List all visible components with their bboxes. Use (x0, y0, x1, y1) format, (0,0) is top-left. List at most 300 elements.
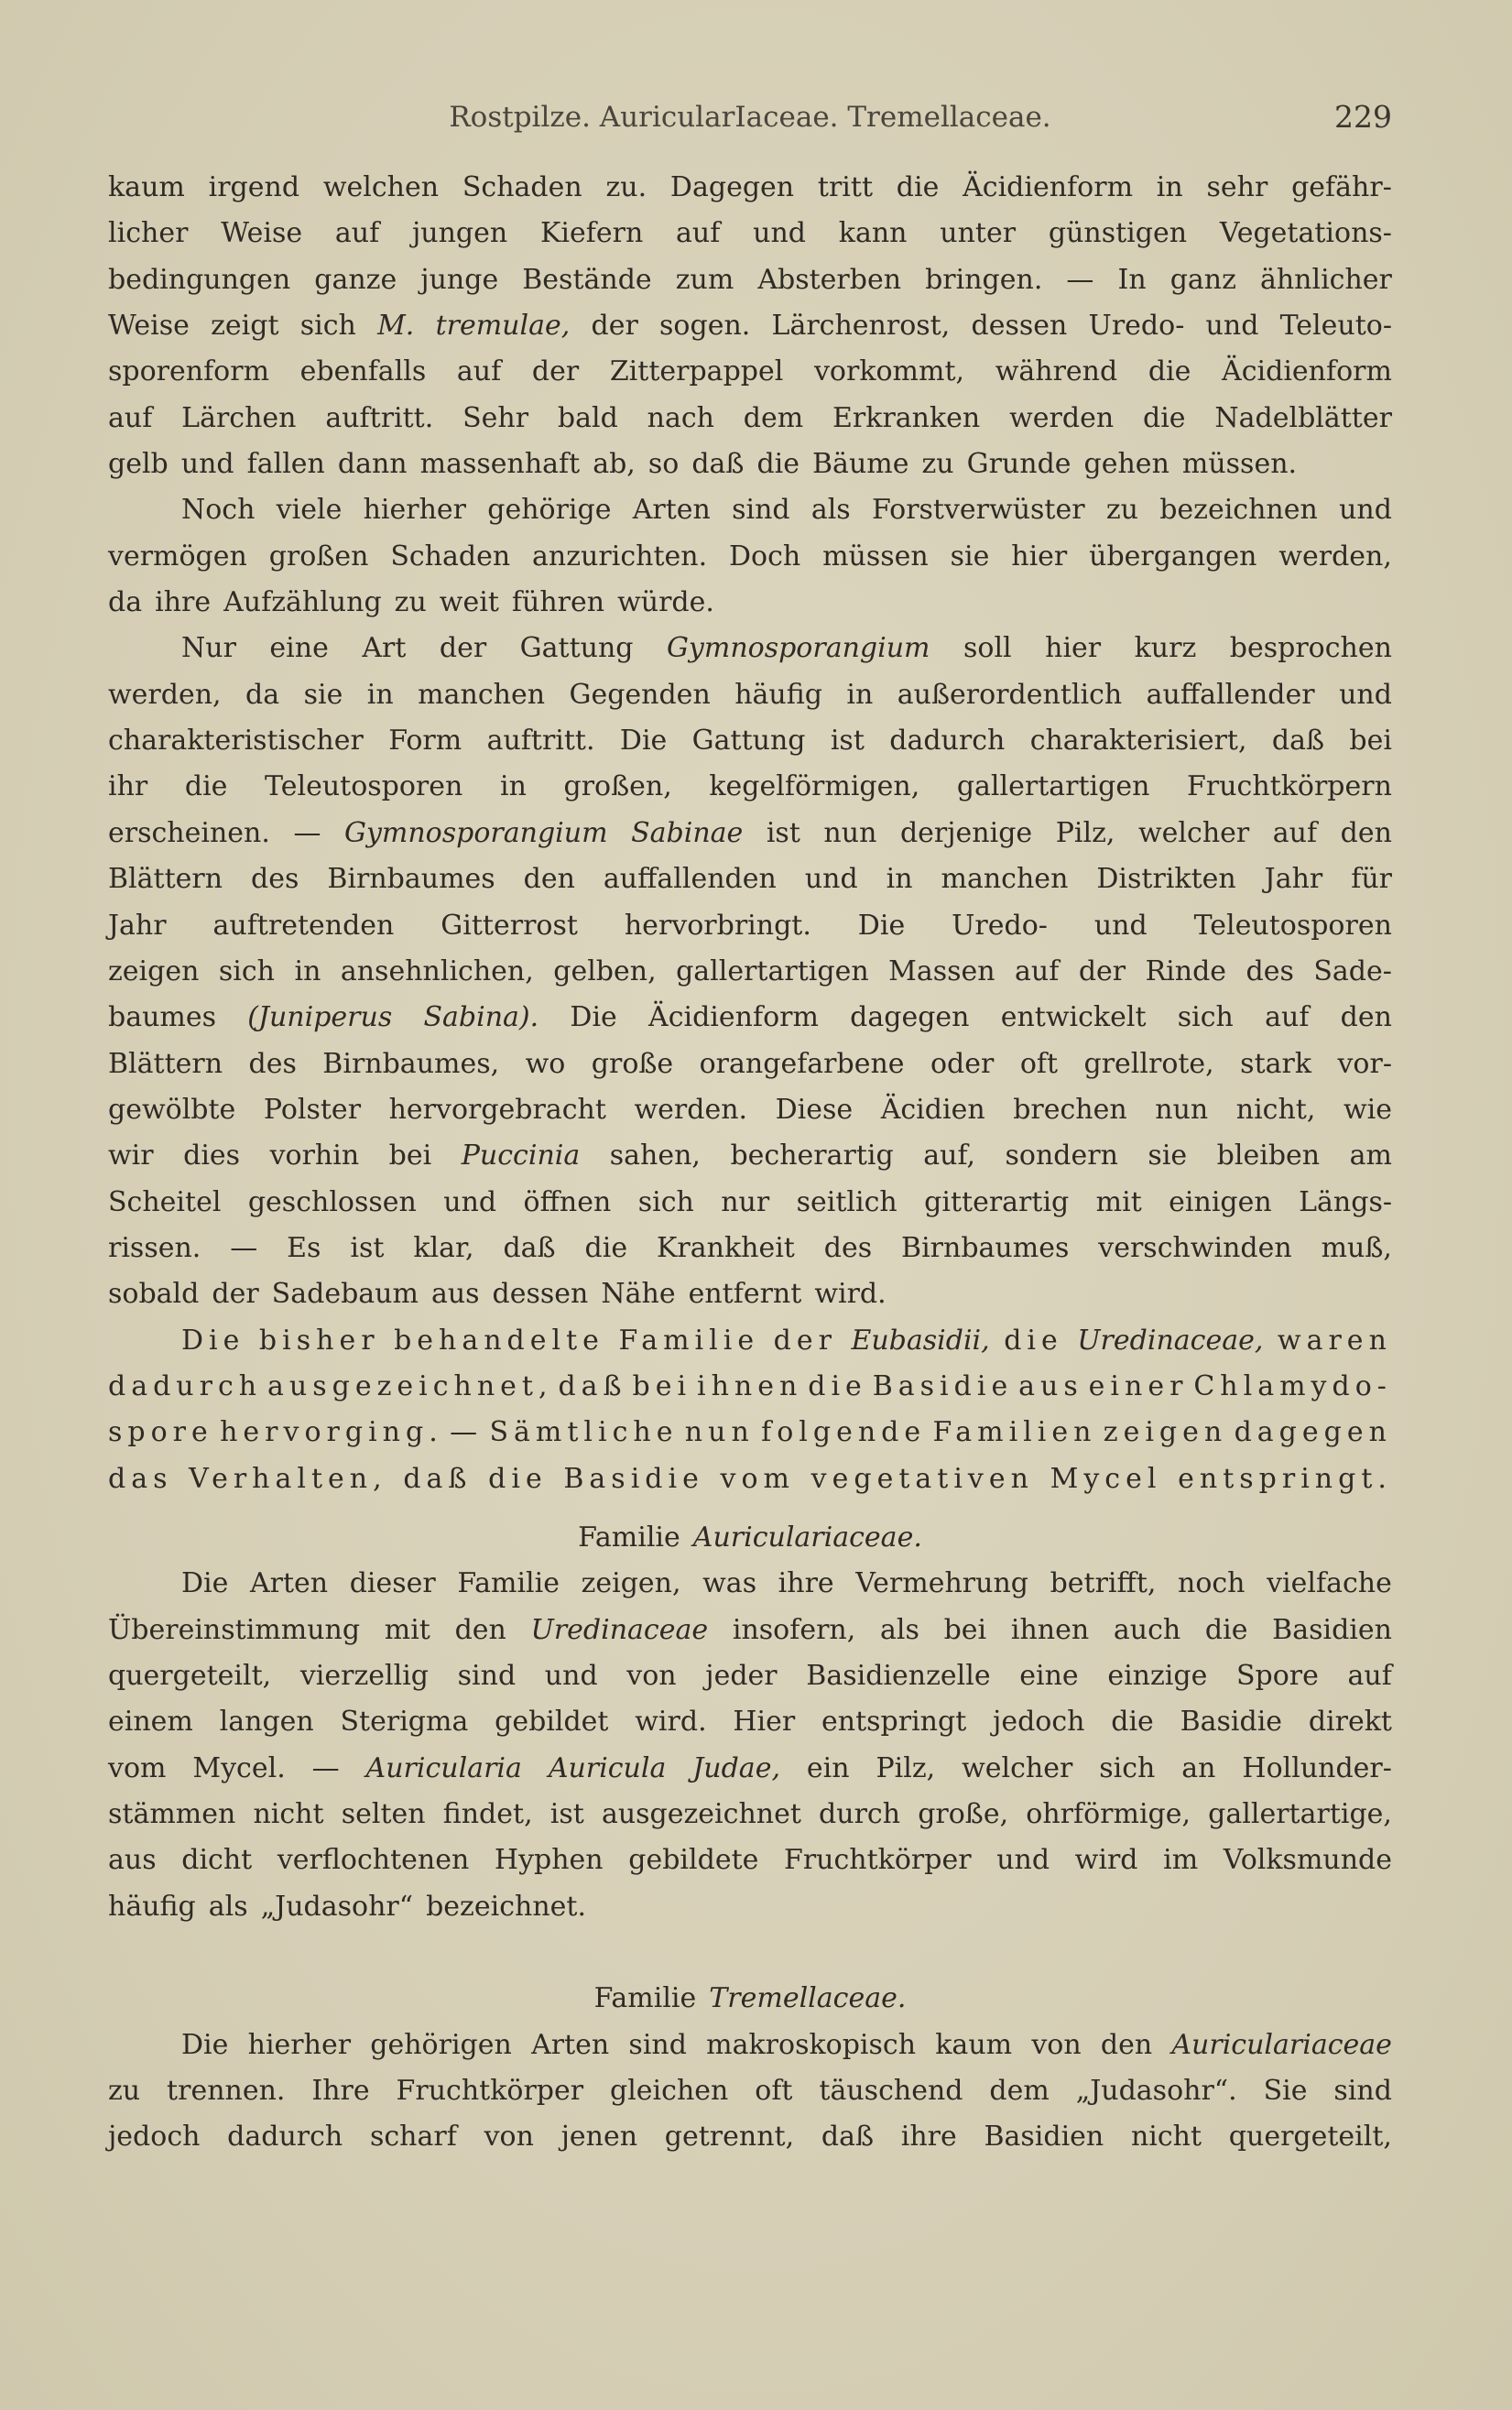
text-line (108, 1318, 1392, 1364)
word: bei (943, 1613, 987, 1646)
text-line (108, 626, 1392, 671)
word: während (995, 355, 1118, 388)
word: Familie (578, 1521, 680, 1554)
text-line (108, 1087, 1392, 1133)
word: Distrikten (1096, 863, 1236, 896)
word: führen (511, 586, 605, 619)
word: besprochen (1229, 632, 1392, 665)
word: hierher (363, 494, 466, 527)
word: nach (647, 401, 714, 434)
word: Spore (1235, 1660, 1319, 1692)
word: vorhin (269, 1140, 360, 1172)
word: ist (830, 725, 865, 758)
word: sind (457, 1660, 517, 1692)
section-heading (108, 1515, 1392, 1561)
word: und (1339, 494, 1392, 527)
text-line (108, 349, 1392, 395)
word: bisher (258, 1324, 380, 1357)
word: Birnbaumes (901, 1231, 1070, 1264)
word: insofern, (732, 1613, 856, 1646)
word: Teleutosporen (265, 770, 463, 803)
text-line (108, 303, 1392, 349)
word: Die (619, 725, 668, 758)
word: in (886, 863, 913, 896)
word: getrennt, (664, 2121, 795, 2154)
word: Art (362, 632, 407, 665)
word: mit (1095, 1185, 1142, 1218)
word: jenen (560, 2121, 638, 2154)
word: gehörige (487, 494, 612, 527)
word: und (753, 217, 806, 250)
word: auffallender (1146, 678, 1315, 711)
word: die (756, 448, 800, 481)
word: gallertartigen (956, 770, 1150, 803)
word: vermögen (108, 540, 247, 573)
word: Sabina). (423, 1001, 539, 1034)
word: dem (743, 401, 804, 434)
body-text (108, 165, 1392, 2161)
word: behandelte (394, 1324, 604, 1357)
word: vegetativen (810, 1462, 1034, 1495)
word: die (184, 770, 228, 803)
word: hier (1011, 540, 1068, 573)
word: Pilz, (1055, 816, 1115, 849)
word: hierher (247, 2028, 352, 2061)
word: gebildete (628, 1844, 759, 1877)
text-line (108, 995, 1392, 1041)
word: sahen, (609, 1140, 701, 1172)
word: Hyphen (494, 1844, 604, 1877)
word: Ihre (311, 2075, 370, 2108)
word: auch (1113, 1613, 1181, 1646)
word: oft (1019, 1047, 1059, 1080)
word: sporenform (108, 355, 270, 388)
word: quergeteilt, (108, 1660, 272, 1692)
word: Basidie (872, 1369, 1014, 1402)
word: müssen (822, 540, 929, 573)
word: gelben, (553, 954, 657, 987)
word: durch (819, 1798, 901, 1831)
word: den (1100, 2028, 1153, 2061)
word: aus (108, 1844, 157, 1877)
word: Pilz, (876, 1751, 936, 1784)
word: weit (439, 586, 499, 619)
word: Nur (181, 632, 236, 665)
word: in (1156, 171, 1183, 203)
word: sich (637, 1185, 694, 1218)
word: als (879, 1613, 919, 1646)
word: Verhalten, (189, 1462, 387, 1495)
text-line (108, 1792, 1392, 1837)
word: der (439, 632, 487, 665)
text-line (108, 442, 1392, 487)
text-line (108, 764, 1392, 810)
word: Gitterrost (441, 909, 578, 942)
word: täuschend (819, 2075, 963, 2108)
word: ansehnlichen, (340, 954, 534, 987)
word: sind (732, 494, 790, 527)
word: häufig (108, 1890, 196, 1923)
word: das (108, 1462, 173, 1495)
word: nicht (1130, 2121, 1202, 2154)
word: Gymnosporangium (344, 816, 608, 849)
word: häufig (734, 678, 822, 711)
word: Es (287, 1231, 321, 1264)
word: seitlich (796, 1185, 897, 1218)
word: derjenige (899, 816, 1033, 849)
word: Schaden (390, 540, 511, 573)
word: Vermehrung (855, 1567, 1028, 1600)
word: Die (857, 909, 906, 942)
word: und (804, 863, 858, 896)
word: sich (1099, 1751, 1156, 1784)
word: hier (1045, 632, 1102, 665)
word: — (1066, 263, 1094, 296)
word: sie (950, 540, 990, 573)
word: die (808, 1369, 867, 1402)
word: Nadelblätter (1214, 401, 1392, 434)
word: wir (108, 1140, 154, 1172)
word: geschlossen (247, 1185, 417, 1218)
word: würde. (617, 586, 714, 619)
word: großen, (563, 770, 672, 803)
word: — (293, 816, 321, 849)
word: dicht (181, 1844, 253, 1877)
word: charakteristischer (108, 725, 364, 758)
word: kaum (108, 171, 185, 203)
word: erscheinen. (108, 816, 270, 849)
word: gallertartige, (1208, 1798, 1392, 1831)
word: nun (1155, 1093, 1209, 1126)
word: soll (963, 632, 1012, 665)
word: was (702, 1567, 757, 1600)
text-line (108, 811, 1392, 856)
word: und (1205, 310, 1259, 343)
word: einigen (1169, 1185, 1272, 1218)
word: auftritt. (325, 401, 434, 434)
word: Längs- (1299, 1185, 1392, 1218)
word: Blättern (108, 1047, 223, 1080)
text-line (108, 165, 1392, 211)
word: den (1340, 1001, 1392, 1034)
word: in (366, 678, 394, 711)
word: muß, (1321, 1231, 1392, 1264)
paragraph-gap (108, 1930, 1392, 1976)
word: Grunde (966, 448, 1071, 481)
text-line (108, 2114, 1392, 2160)
word: große (591, 1047, 674, 1080)
word: von (484, 2121, 534, 2154)
word: dessen (971, 310, 1068, 343)
word: übergangen (1089, 540, 1257, 573)
word: Fruchtkörper (784, 1844, 972, 1877)
word: ebenfalls (299, 355, 427, 388)
word: Familie (593, 1982, 697, 2015)
word: Sade- (1313, 954, 1392, 987)
word: grellrote, (1083, 1047, 1214, 1080)
word: Uredo- (952, 909, 1048, 942)
word: unter (940, 217, 1017, 250)
word: die (584, 1231, 628, 1264)
word: vom (720, 1462, 795, 1495)
word: die (896, 171, 940, 203)
word: welcher (962, 1751, 1073, 1784)
word: Noch (181, 494, 256, 527)
word: günstigen (1048, 217, 1188, 250)
page-number: 229 (1334, 99, 1392, 135)
word: (Juniperus (247, 1001, 393, 1034)
word: Teleutosporen (1193, 909, 1392, 942)
word: Äcidienform (963, 171, 1134, 203)
word: entspringt. (1178, 1462, 1392, 1495)
word: zu (394, 586, 427, 619)
word: ab, (593, 448, 636, 481)
word: werden, (1278, 540, 1392, 573)
word: müssen. (1181, 448, 1298, 481)
word: des (823, 1231, 873, 1264)
word: des (251, 863, 299, 896)
word: Doch (728, 540, 801, 573)
word: der (1078, 954, 1126, 987)
word: langen (219, 1706, 314, 1739)
text-line (108, 672, 1392, 718)
word: große, (918, 1798, 1009, 1831)
word: werden (1009, 401, 1115, 434)
word: stark (1240, 1047, 1312, 1080)
word: ihnen (697, 1369, 803, 1402)
word: ausgezeichnet (601, 1798, 801, 1831)
word: daß (691, 448, 745, 481)
word: M. (377, 310, 415, 343)
word: vom (108, 1751, 167, 1784)
word: Weise (108, 310, 190, 343)
word: auf (1265, 1001, 1310, 1034)
word: Äcidien (880, 1093, 985, 1126)
word: zeigt (211, 310, 279, 343)
word: daß (821, 2121, 874, 2154)
word: kurz (1134, 632, 1197, 665)
word: nicht, (1235, 1093, 1316, 1126)
word: dem (989, 2075, 1050, 2108)
word: bei (1349, 725, 1392, 758)
word: sich (218, 954, 276, 987)
text-line (108, 2023, 1392, 2068)
word: Sterigma (340, 1706, 469, 1739)
word: tritt (817, 171, 873, 203)
running-head (108, 92, 1392, 143)
word: gehen (1083, 448, 1169, 481)
word: auf (1272, 816, 1318, 849)
word: die (1204, 1613, 1248, 1646)
word: Birnbaumes (327, 863, 495, 896)
word: welcher (1137, 816, 1250, 849)
text-line (108, 856, 1392, 902)
text-line (108, 1699, 1392, 1745)
word: vielfache (1267, 1567, 1392, 1600)
word: Scheitel (108, 1185, 222, 1218)
text-line (108, 1271, 1392, 1317)
text-line (108, 903, 1392, 949)
word: sehr (1206, 171, 1268, 203)
word: Sie (1263, 2075, 1308, 2108)
text-line (108, 1456, 1392, 1502)
word: in (499, 770, 527, 803)
word: Sadebaum (271, 1278, 419, 1311)
word: aus (1018, 1369, 1083, 1402)
word: in (846, 678, 874, 711)
text-line (108, 2068, 1392, 2114)
word: werden, (108, 678, 222, 711)
word: baumes (108, 1001, 217, 1034)
word: auf (456, 355, 502, 388)
word: hervorgebracht (388, 1093, 606, 1126)
word: licher (108, 217, 189, 250)
word: gehörigen (370, 2028, 512, 2061)
text-line (108, 1041, 1392, 1087)
word: Gegenden (569, 678, 711, 711)
word: zu. (605, 171, 647, 203)
word: Gymnosporangium (666, 632, 930, 665)
word: Hier (733, 1706, 796, 1739)
word: fallen (246, 448, 325, 481)
word: spore (108, 1416, 213, 1449)
word: Äcidienform (648, 1001, 819, 1034)
word: Forstverwüster (871, 494, 1085, 527)
word: bei (388, 1140, 432, 1172)
text-line (108, 1884, 1392, 1930)
word: dies (183, 1140, 241, 1172)
word: direkt (1308, 1706, 1392, 1739)
word: die (1148, 355, 1191, 388)
word: vierzellig (299, 1660, 429, 1692)
word: Sämtliche (489, 1416, 679, 1449)
word: ihre (778, 1567, 834, 1600)
word: gefähr- (1291, 171, 1392, 203)
word: Familien (932, 1416, 1097, 1449)
word: Jahr (1264, 863, 1323, 896)
word: zeigen (108, 954, 200, 987)
word: auf (1015, 954, 1060, 987)
word: Äcidienform (1222, 355, 1392, 388)
word: hervorging. (220, 1416, 443, 1449)
word: zu (1105, 494, 1138, 527)
word: da (245, 678, 280, 711)
word: da (108, 586, 143, 619)
word: ganz (1169, 263, 1236, 296)
word: gelb (108, 448, 169, 481)
word: bei (632, 1369, 692, 1402)
word: Vegetations- (1219, 217, 1392, 250)
word: ihnen (1010, 1613, 1090, 1646)
word: Übereinstimmung (108, 1613, 361, 1646)
word: selten (341, 1798, 426, 1831)
word: anzurichten. (532, 540, 708, 573)
word: Arten (531, 2028, 610, 2061)
word: Gattung (519, 632, 634, 665)
text-line (108, 1410, 1392, 1456)
word: auf (334, 217, 380, 250)
word: kaum (935, 2028, 1013, 2061)
text-line (108, 718, 1392, 764)
word: auf (1347, 1660, 1392, 1692)
word: gewölbte (108, 1093, 236, 1126)
word: Lärchenrost, (771, 310, 951, 343)
word: an (1181, 1751, 1216, 1784)
word: irgend (208, 171, 300, 203)
word: — (450, 1416, 484, 1449)
word: Teleuto- (1279, 310, 1392, 343)
word: scharf (369, 2121, 457, 2154)
word: quergeteilt, (1228, 2121, 1392, 2154)
word: Auricularia (365, 1751, 522, 1784)
word: Basidien (1272, 1613, 1392, 1646)
word: einzige (1107, 1660, 1208, 1692)
word: von (1031, 2028, 1082, 2061)
word: folgende (761, 1416, 927, 1449)
word: findet, (442, 1798, 533, 1831)
word: stämmen (108, 1798, 236, 1831)
word: zeigen (1103, 1416, 1228, 1449)
word: Birnbaumes, (322, 1047, 500, 1080)
word: die (1111, 1706, 1154, 1739)
word: ist (766, 816, 800, 849)
word: jeder (705, 1660, 778, 1692)
word: Nähe (601, 1278, 676, 1311)
word: ihr (108, 770, 148, 803)
word: Erkranken (832, 401, 981, 434)
word: eine (269, 632, 329, 665)
word: des (1245, 954, 1294, 987)
word: rissen. (108, 1231, 201, 1264)
word: und (996, 1844, 1050, 1877)
text-line (108, 1608, 1392, 1653)
word: zu (108, 2075, 141, 2108)
word: und (443, 1185, 497, 1218)
word: ihre (900, 2121, 957, 2154)
word: großen (268, 540, 369, 573)
word: bedingungen (108, 263, 291, 296)
word: auf (676, 217, 721, 250)
word: brechen (1013, 1093, 1127, 1126)
word: eine (1019, 1660, 1079, 1692)
word: im (1163, 1844, 1199, 1877)
word: orangefarbene (699, 1047, 905, 1080)
word: Massen (888, 954, 995, 987)
word: Eubasidii, (851, 1324, 990, 1357)
word: „Judasohr“ (260, 1890, 414, 1923)
word: waren (1277, 1324, 1392, 1357)
text-line (108, 1180, 1392, 1226)
word: nur (721, 1185, 770, 1218)
word: In (1117, 263, 1147, 296)
word: Auriculariaceae (1171, 2028, 1392, 2061)
word: welchen (322, 171, 440, 203)
word: kann (838, 217, 908, 250)
word: Basidien (984, 2121, 1104, 2154)
word: sind (1333, 2075, 1392, 2108)
word: verschwinden (1098, 1231, 1292, 1264)
word: öffnen (523, 1185, 612, 1218)
word: sind (628, 2028, 687, 2061)
word: auffallenden (603, 863, 777, 896)
word: so (647, 448, 680, 481)
word: und (1339, 678, 1392, 711)
word: ganze (314, 263, 397, 296)
word: Tremellaceae. (709, 1982, 907, 2015)
word: bald (557, 401, 618, 434)
word: kegelförmigen, (709, 770, 920, 803)
word: Die (570, 1001, 617, 1034)
